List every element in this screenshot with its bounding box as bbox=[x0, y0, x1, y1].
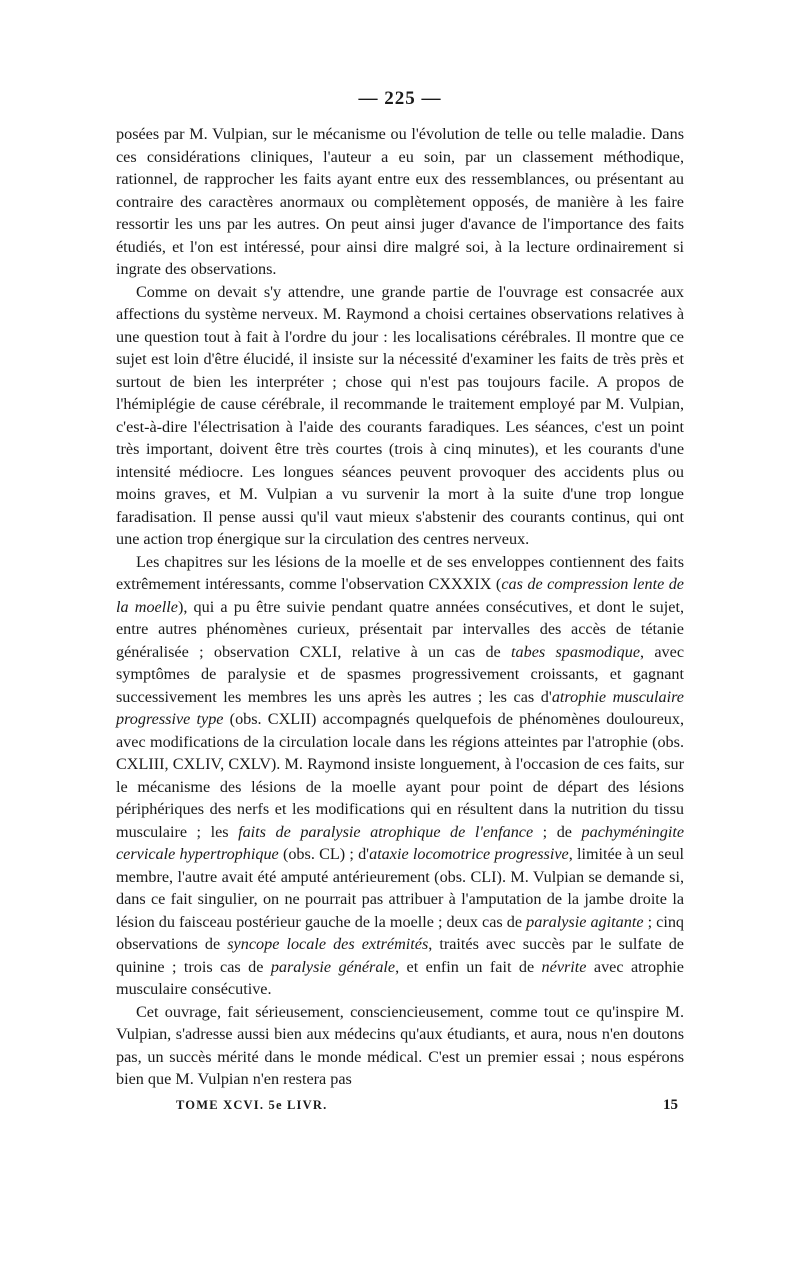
paragraph bbox=[116, 281, 684, 551]
italic-term: atrophie musculaire progressive type bbox=[116, 687, 684, 728]
text-run: Les chapitres sur les lésions de la moelle et de ses enveloppes contiennent des faits extrêmement intéressants, comme l'observation CXXXIX ( bbox=[116, 552, 684, 593]
italic-term: pachyméningite cervicale hypertrophique bbox=[116, 822, 685, 863]
text-run: posées par M. Vulpian, sur le mécanisme ou l'évolution de telle ou telle maladie. Dans ces considérations cliniques, l'auteur a eu soin, par un classement méthodique, rationnel, de rapprocher les faits ayant entre eux des ressemblances, ou présentant au contraire des caractères anormaux ou complètement opposés, de manière à les faire ressortir les uns par les autres. On peut ainsi juger d'avance de l'importance des faits étudiés, et l'on est intéressé, pour ainsi dire malgré soi, à la lecture ordinairement si ingrate des observations. bbox=[116, 125, 684, 278]
italic-term: syncope locale des extrémités bbox=[227, 935, 429, 953]
italic-term: paralysie générale bbox=[270, 957, 396, 976]
body-text bbox=[116, 123, 684, 1091]
text-run: , et enfin un fait de bbox=[395, 957, 542, 976]
text-run: , traités avec succès par le sulfate de quinine ; trois cas de bbox=[116, 935, 684, 976]
italic-term: faits de paralysie atrophique de l'enfance bbox=[238, 822, 534, 841]
text-run: (obs. CL) ; d' bbox=[278, 845, 370, 863]
paragraph bbox=[116, 551, 684, 1001]
text-run: ; de bbox=[533, 822, 582, 841]
paragraph bbox=[116, 123, 684, 281]
paragraph bbox=[116, 1001, 684, 1091]
italic-term: paralysie agitante bbox=[526, 912, 644, 931]
book-page bbox=[116, 88, 684, 1114]
italic-term: tabes spasmodique bbox=[511, 642, 641, 661]
italic-term: ataxie locomotrice progressive bbox=[369, 845, 569, 863]
text-run: (obs. CXLII) accompagnés quelquefois de phénomènes douloureux, avec modifications de la circulation locale dans les régions atteintes par l'atrophie (obs. CXLIII, CXLIV, CXLV). M. Raymond insiste longuement, à l'occasion de ces faits, sur le mécanisme des lésions de la moelle ayant pour point de départ des lésions périphériques des nerfs et les modifications qui en résultent dans la nutrition du tissu musculaire ; les bbox=[116, 710, 684, 841]
text-run: ; cinq observations de bbox=[116, 912, 685, 953]
signature-number: 15 bbox=[663, 1096, 678, 1113]
italic-term: cas de compression lente de la moelle bbox=[116, 575, 684, 616]
page-number: — 225 — bbox=[358, 88, 442, 109]
page-footer bbox=[116, 1097, 684, 1114]
italic-term: névrite bbox=[541, 957, 587, 976]
text-run: ), qui a pu être suivie pendant quatre années consécutives, et dont le sujet, entre autres phénomènes curieux, présentait par intervalles des accès de tétanie généralisée ; observation CXLI, relative à un cas de bbox=[116, 597, 684, 661]
text-run: , avec symptômes de paralysie et de spasmes progressivement croissants, et gagnant successivement les membres les uns après les autres ; les cas d' bbox=[116, 642, 685, 706]
volume-signature: TOME XCVI. 5e LIVR. bbox=[176, 1097, 328, 1112]
text-run: Comme on devait s'y attendre, une grande partie de l'ouvrage est consacrée aux affections du système nerveux. M. Raymond a choisi certaines observations relatives à une question tout à fait à l'ordre du jour : les localisations cérébrales. Il montre que ce sujet est loin d'être élucidé, il insiste sur la nécessité d'examiner les faits de très près et surtout de bien les interpréter ; chose qui n'est pas toujours facile. A propos de l'hémiplégie de cause cérébrale, il recommande le traitement employé par M. Vulpian, c'est-à-dire l'électrisation à l'aide des courants faradiques. Les séances, c'est un point très important, doivent être très courtes (trois à cinq minutes), et les courants d'une intensité médiocre. Les longues séances peuvent provoquer des accidents plus ou moins graves, et M. Vulpian a vu survenir la mort à la suite d'une trop longue faradisation. Il pense aussi qu'il vaut mieux s'abstenir des courants continus, qui ont une action trop énergique sur la circulation des centres nerveux. bbox=[116, 282, 684, 548]
text-run: Cet ouvrage, fait sérieusement, consciencieusement, comme tout ce qu'inspire M. Vulpian, s'adresse aussi bien aux médecins qu'aux étudiants, et aura, nous n'en doutons pas, un succès mérité dans le monde médical. C'est un premier essai ; nous espérons bien que M. Vulpian n'en restera pas bbox=[116, 1002, 684, 1088]
text-run: , limitée à un seul membre, l'autre avait été amputé antérieurement (obs. CLI). M. Vulpian se demande si, dans ce fait singulier, on ne pourrait pas attribuer à l'amputation de la jambe droite la lésion du faisceau postérieur gauche de la moelle ; deux cas de bbox=[116, 845, 685, 931]
text-run: avec atrophie musculaire consécutive. bbox=[116, 957, 684, 998]
